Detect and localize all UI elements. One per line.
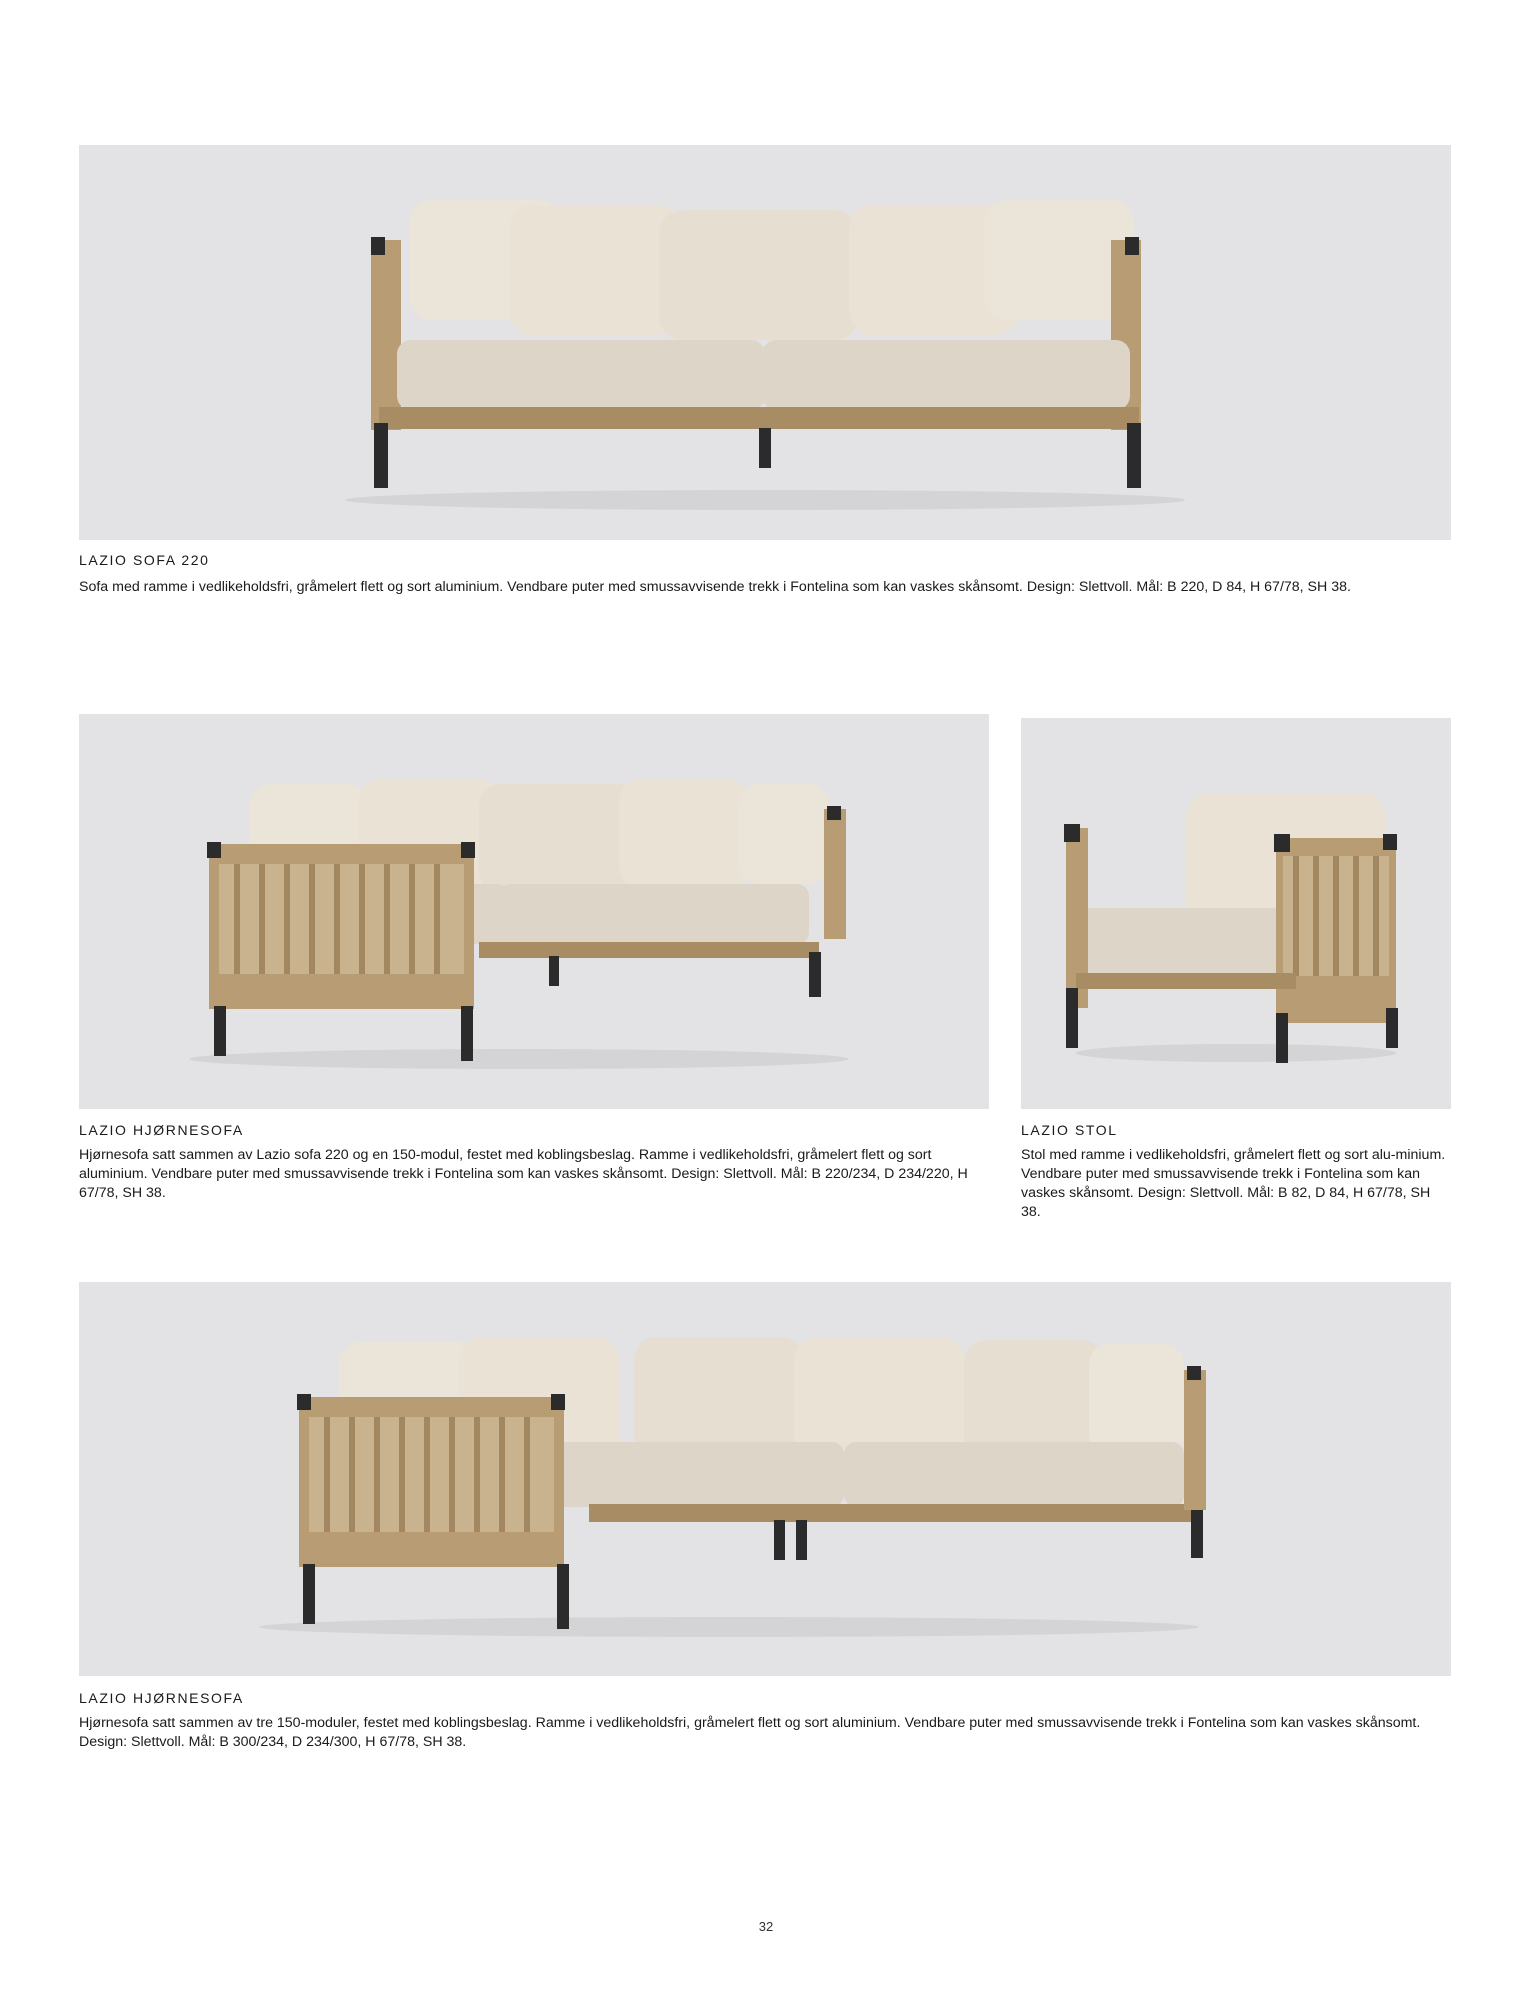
chair-illustration [1021,718,1451,1109]
product-description: Hjørnesofa satt sammen av tre 150-moduler, festet med koblingsbeslag. Ramme i vedlikeholdsfri, gråmelert flett og sort aluminium. Vendbare puter med smussavvisende trekk i Fontelina som kan vaskes skånsomt. Design: Slettvoll. Mål: B 300/234, D 234/300, H 67/78, SH 38. [79,1715,1421,1750]
product-photo-lazio-sofa-220 [79,145,1451,540]
product-title: LAZIO STOL [1021,1122,1118,1138]
corner-sofa-illustration [79,714,989,1109]
product-description: Sofa med ramme i vedlikeholdsfri, gråmelert flett og sort aluminium. Vendbare puter med smussavvisende trekk i Fontelina som kan vaskes skånsomt. Design: Slettvoll. Mål: B 220, D 84, H 67/78, SH 38. [79,579,1351,595]
product-title: LAZIO SOFA 220 [79,552,210,568]
product-photo-lazio-stol [1021,718,1451,1109]
product-title: LAZIO HJØRNESOFA [79,1690,244,1706]
product-title: LAZIO HJØRNESOFA [79,1122,244,1138]
product-photo-lazio-hjornesofa [79,714,989,1109]
product-description: Stol med ramme i vedlikeholdsfri, gråmelert flett og sort alu-minium. Vendbare puter med smussavvisende trekk i Fontelina som kan vaskes skånsomt. Design: Slettvoll. Mål: B 82, D 84, H 67/78, SH 38. [1021,1147,1446,1220]
product-photo-lazio-hjornesofa-large [79,1282,1451,1676]
page-number: 32 [758,1919,774,1934]
large-corner-sofa-illustration [79,1282,1451,1676]
sofa-illustration [79,145,1451,540]
product-description: Hjørnesofa satt sammen av Lazio sofa 220 og en 150-modul, festet med koblingsbeslag. Ramme i vedlikeholdsfri, gråmelert flett og sort aluminium. Vendbare puter med smussavvisende trekk i Fontelina som kan vaskes skånsomt. Design: Slettvoll. Mål: B 220/234, D 234/220, H 67/78, SH 38. [79,1147,968,1201]
